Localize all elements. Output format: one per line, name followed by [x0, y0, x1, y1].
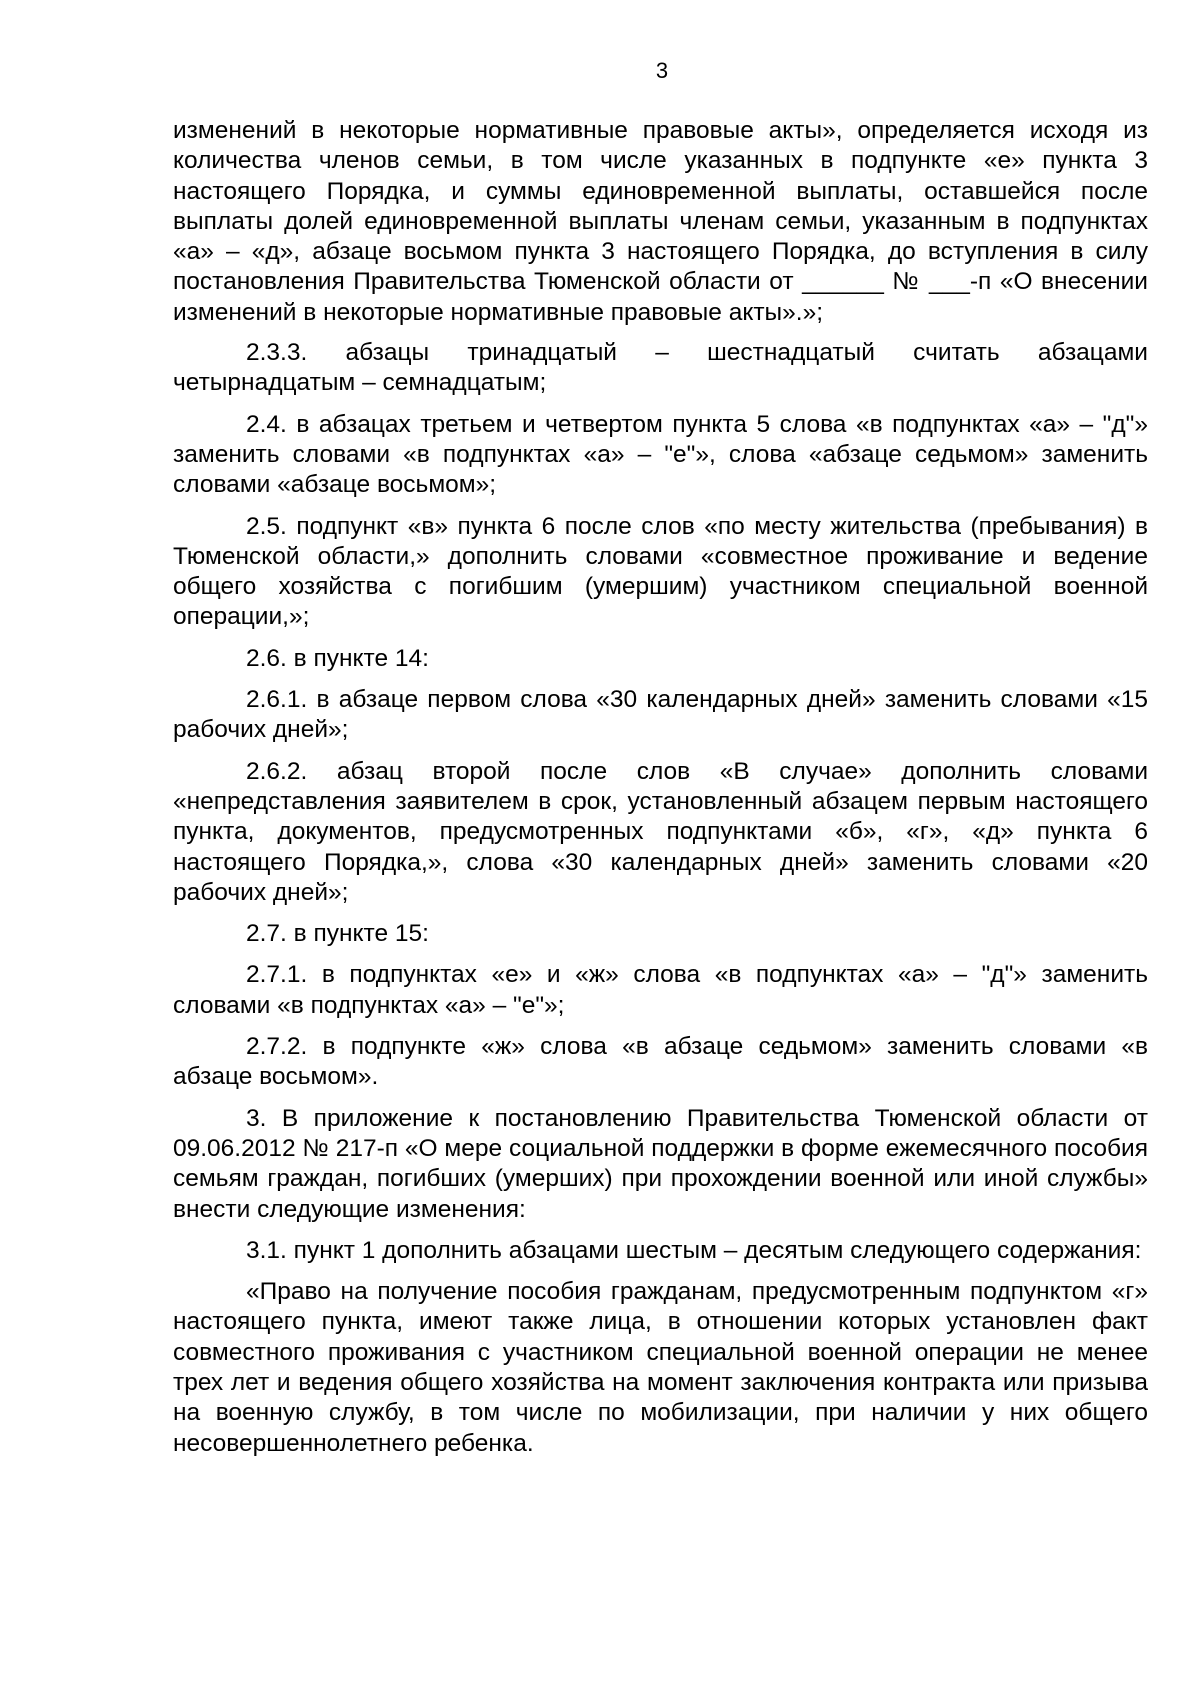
paragraph-2-3-3: 2.3.3. абзацы тринадцатый – шестнадцатый считать абзацами четырнадцатым – семнадцатым; [173, 339, 1148, 397]
paragraph-2-4: 2.4. в абзацах третьем и четвертом пункта 5 слова «в подпунктах «а» – "д"» заменить словами «в подпунктах «а» – "е"», слова «абзаце седьмом» заменить словами «абзаце восьмом»; [173, 410, 1148, 499]
page-number: 3 [655, 58, 669, 83]
paragraph-2-6: 2.6. в пункте 14: [246, 644, 429, 672]
paragraph-continuation: изменений в некоторые нормативные правовые акты», определяется исходя из количества членов семьи, в том числе указанных в подпункте «е» пункта 3 настоящего Порядка, и суммы единовременной выплаты, оставшейся после выплаты долей единовременной выплаты членам семьи, указанным в подпунктах «а» – «д», абзаце восьмом пункта 3 настоящего Порядка, до вступления в силу постановления Правительства Тюменской области от ______ № ___-п «О внесении изменений в некоторые нормативные правовые акты».»; [173, 117, 1148, 326]
paragraph-quoted-text: «Право на получение пособия гражданам, предусмотренным подпунктом «г» настоящего пункта, имеют также лица, в отношении которых установлен факт совместного проживания с участником специальной военной операции не менее трех лет и ведения общего хозяйства на момент заключения контракта или призыва на военную службу, в том числе по мобилизации, при наличии у них общего несовершеннолетнего ребенка. [173, 1278, 1148, 1457]
paragraph-2-5: 2.5. подпункт «в» пункта 6 после слов «по месту жительства (пребывания) в Тюменской области,» дополнить словами «совместное проживание и ведение общего хозяйства с погибшим (умершим) участником специальной военной операции,»; [173, 512, 1148, 631]
paragraph-3: 3. В приложение к постановлению Правительства Тюменской области от 09.06.2012 № 217-п «О мере социальной поддержки в форме ежемесячного пособия семьям граждан, погибших (умерших) при прохождении военной или иной службы» внести следующие изменения: [173, 1104, 1148, 1223]
paragraph-2-6-1: 2.6.1. в абзаце первом слова «30 календарных дней» заменить словами «15 рабочих дней»; [173, 686, 1148, 744]
paragraph-2-7-1: 2.7.1. в подпунктах «е» и «ж» слова «в подпунктах «а» – "д"» заменить словами «в подпунктах «а» – "е"»; [173, 961, 1148, 1019]
paragraph-3-1: 3.1. пункт 1 дополнить абзацами шестым – десятым следующего содержания: [246, 1236, 1142, 1264]
paragraph-2-7: 2.7. в пункте 15: [246, 920, 429, 948]
paragraph-2-6-2: 2.6.2. абзац второй после слов «В случае» дополнить словами «непредставления заявителем в срок, установленный абзацем первым настоящего пункта, документов, предусмотренных подпунктами «б», «г», «д» пункта 6 настоящего Порядка,», слова «30 календарных дней» заменить словами «20 рабочих дней»; [173, 757, 1148, 906]
paragraph-2-7-2: 2.7.2. в подпункте «ж» слова «в абзаце седьмом» заменить словами «в абзаце восьмом». [173, 1033, 1148, 1091]
document-body [173, 116, 1148, 1470]
